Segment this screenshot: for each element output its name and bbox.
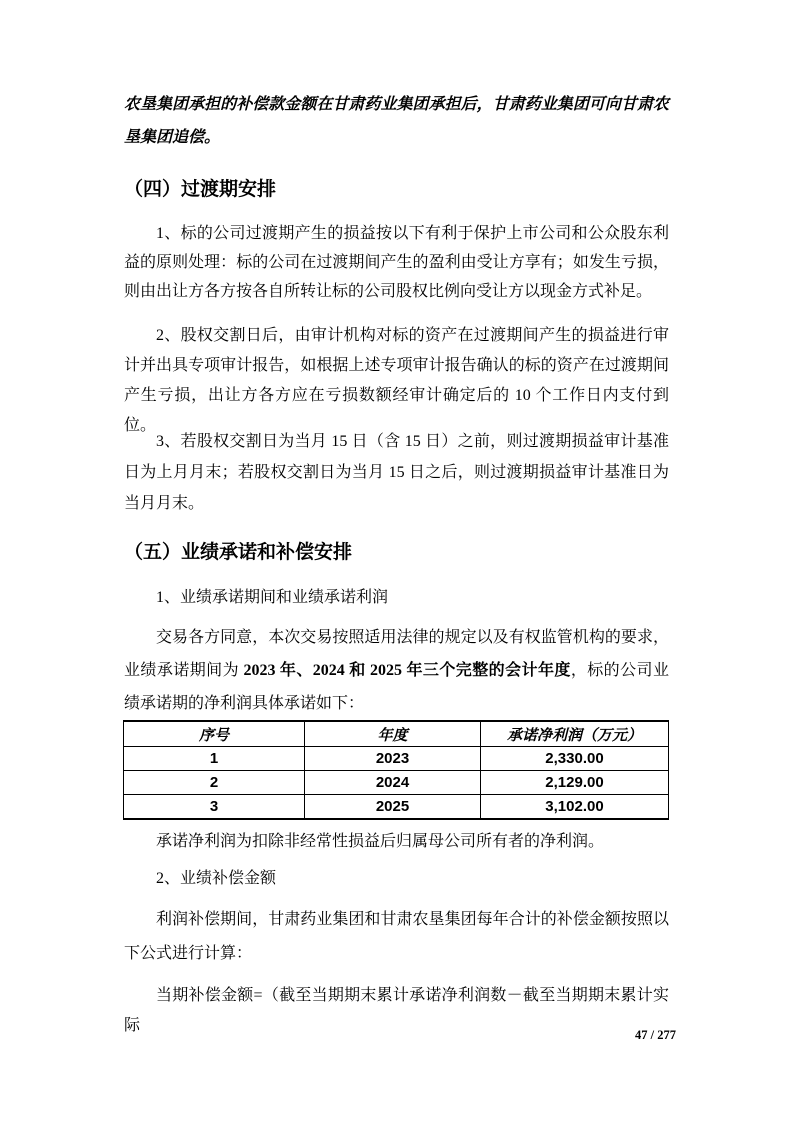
section4-paragraph-3: 3、若股权交割日为当月 15 日（含 15 日）之前，则过渡期损益审计基准日为上月月末；若股权交割日为当月 15 日之后，则过渡期损益审计基准日为当月月末。 (124, 433, 669, 512)
section5-subheading-1: 1、业绩承诺期间和业绩承诺利润 (156, 589, 389, 606)
section4-paragraph-2: 2、股权交割日后，由审计机构对标的资产在过渡期间产生的损益进行审计并出具专项审计报告，如根据上述专项审计报告确认的标的资产在过渡期间产生亏损，出让方各方应在亏损数额经审计确定后的 10 个工作日内支付到位。 (124, 327, 669, 434)
section4-paragraph-1: 1、标的公司过渡期产生的损益按以下有利于保护上市公司和公众股东利益的原则处理：标的公司在过渡期间产生的盈利由受让方享有；如发生亏损，则由出让方各方按各自所转让标的公司股权比例向受让方以现金方式补足。 (124, 225, 669, 300)
table-header-year: 年度 (305, 721, 481, 747)
intro-continuation-paragraph: 农垦集团承担的补偿款金额在甘肃药业集团承担后，甘肃药业集团可向甘肃农垦集团追偿。 (124, 96, 669, 146)
table-cell-seq: 2 (124, 771, 305, 795)
table-header-row (124, 721, 669, 747)
table-cell-profit: 2,129.00 (481, 771, 669, 795)
table-row (124, 795, 669, 820)
table-cell-seq: 3 (124, 795, 305, 820)
net-profit-definition-paragraph: 承诺净利润为扣除非经常性损益后归属母公司所有者的净利润。 (156, 833, 605, 850)
table-cell-seq: 1 (124, 747, 305, 771)
table-row (124, 771, 669, 795)
table-cell-year: 2025 (305, 795, 481, 820)
table-cell-year: 2024 (305, 771, 481, 795)
compensation-formula-intro-paragraph: 利润补偿期间，甘肃药业集团和甘肃农垦集团每年合计的补偿金额按照以下公式进行计算： (124, 911, 669, 962)
table-cell-profit: 3,102.00 (481, 795, 669, 820)
table-row (124, 747, 669, 771)
section5-heading: （五）业绩承诺和补偿安排 (124, 542, 353, 563)
table-header-seq: 序号 (124, 721, 305, 747)
performance-commitment-paragraph (124, 621, 669, 720)
section5-subheading-2: 2、业绩补偿金额 (156, 870, 277, 887)
commitment-text-prefix: 交易各方同意，本次交易按照适用法律的规定以及有权监管机构的要求，业绩承诺期间为 (124, 629, 669, 679)
promised-net-profit-table (123, 720, 669, 820)
commitment-years-bold: 2023 年、2024 和 2025 年三个完整的会计年度 (243, 662, 571, 679)
table-header-profit: 承诺净利润（万元） (481, 721, 669, 747)
page-number: 47 / 277 (635, 1028, 676, 1042)
section4-heading: （四）过渡期安排 (124, 179, 277, 200)
table-cell-profit: 2,330.00 (481, 747, 669, 771)
table-cell-year: 2023 (305, 747, 481, 771)
commitment-text-suffix: ，标的公司业绩承诺期的净利润具体承诺如下： (124, 662, 669, 712)
compensation-formula-line: 当期补偿金额=（截至当期期末累计承诺净利润数－截至当期期末累计实际 (124, 987, 669, 1034)
